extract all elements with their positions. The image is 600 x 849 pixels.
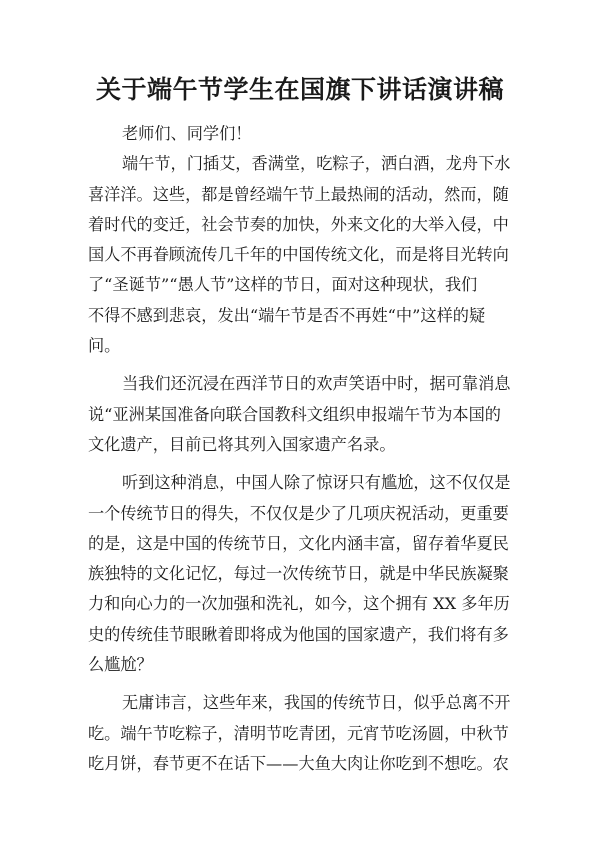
paragraph-4-line-3: 吃月饼，春节更不在话下——大鱼大肉让你吃到不想吃。农 — [88, 753, 509, 773]
paragraph-1-line-5: 了“圣诞节”“愚人节”这样的节日，面对这种现状，我们 — [88, 275, 478, 295]
paragraph-3-line-5: 力和向心力的一次加强和洗礼，如今，这个拥有 XX 多年历 — [88, 594, 510, 614]
paragraph-1-line-6: 不得不感到悲哀，发出“端午节是否不再姓“中”这样的疑 — [88, 305, 486, 325]
paragraph-3-line-1: 听到这种消息，中国人除了惊讶只有尴尬，这不仅仅是 — [122, 473, 511, 493]
paragraph-spacer — [88, 361, 512, 369]
paragraph-3-line-2: 一个传统节日的得失，不仅仅是少了几项庆祝活动，更重要 — [88, 503, 509, 523]
speech-body — [88, 119, 512, 779]
paragraph-spacer — [88, 460, 512, 468]
paragraph-3-line-6: 史的传统佳节眼瞅着即将成为他国的国家遗产，我们将有多 — [88, 624, 509, 644]
salutation: 老师们、同学们！ — [122, 124, 252, 143]
paragraph-1-line-3: 着时代的变迁，社会节奏的加快，外来文化的大举入侵，中 — [88, 214, 509, 234]
paragraph-1-line-4: 国人不再眷顾流传几千年的中国传统文化，而是将目光转向 — [88, 245, 509, 265]
paragraph-1-line-1: 端午节，门插艾，香满堂，吃粽子，洒白酒，龙舟下水 — [122, 154, 511, 174]
paragraph-1-line-7: 问。 — [88, 336, 121, 356]
document-title: 关于端午节学生在国旗下讲话演讲稿 — [95, 75, 504, 104]
paragraph-3-line-3: 的是，这是中国的传统节日，文化内涵丰富，留存着华夏民 — [88, 533, 509, 553]
paragraph-3-line-7: 么尴尬？ — [88, 655, 153, 675]
paragraph-3-line-4: 族独特的文化记忆，每过一次传统节日，就是中华民族凝聚 — [88, 564, 509, 584]
paragraph-4-line-1: 无庸讳言，这些年来，我国的传统节日，似乎总离不开 — [122, 693, 511, 713]
paragraph-4-line-2: 吃。端午节吃粽子，清明节吃青团，元宵节吃汤圆，中秋节 — [88, 723, 509, 743]
paragraph-spacer — [88, 680, 512, 688]
paragraph-2-line-2: 说“亚洲某国准备向联合国教科文组织申报端午节为本国的 — [88, 404, 501, 424]
paragraph-2-line-1: 当我们还沉浸在西洋节日的欢声笑语中时，据可靠消息 — [122, 374, 511, 394]
paragraph-2-line-3: 文化遗产，目前已将其列入国家遗产名录。 — [88, 434, 396, 454]
paragraph-1-line-2: 喜洋洋。这些，都是曾经端午节上最热闹的活动，然而，随 — [88, 184, 509, 204]
